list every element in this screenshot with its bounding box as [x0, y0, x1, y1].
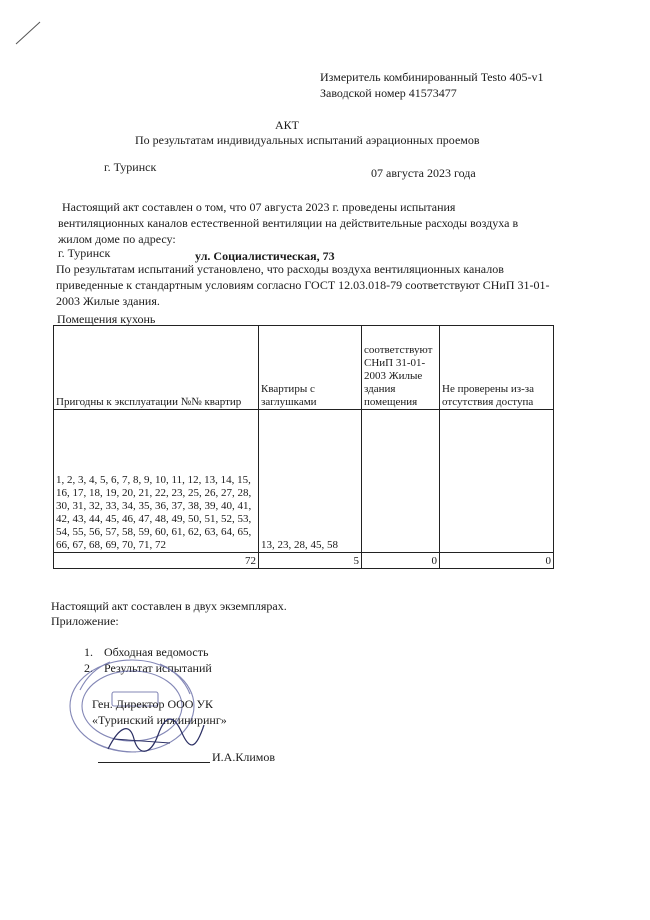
address-street: ул. Социалистическая, 73: [195, 249, 335, 263]
intro-line-1: Настоящий акт составлен о том, что 07 августа 2023 г. проведены испытания: [62, 200, 456, 214]
intro-line-3: жилом доме по адресу:: [58, 232, 176, 246]
address-city: г. Туринск: [58, 246, 111, 260]
table-caption: Помещения кухонь: [57, 312, 156, 326]
plugged-apartments-list: 13, 23, 28, 45, 58: [259, 410, 362, 553]
header-not-checked: Не проверены из-за отсутствия доступа: [440, 326, 554, 410]
signer-title-1: Ген. Директор ООО УК: [92, 697, 213, 711]
fit-apartments-list: 1, 2, 3, 4, 5, 6, 7, 8, 9, 10, 11, 12, 13, 14, 15, 16, 17, 18, 19, 20, 21, 22, 23, 25, 26, 27, 28, 30, 31, 32, 33, 34, 35, 36, 37, 38, 39, 40, 41, 42, 43, 44, 45, 46, 47, 48, 49, 50, 51, 52, 53, 54, 55, 56, 57, 58, 59, 60, 61, 62, 63, 64, 65, 66, 67, 68, 69, 70, 71, 72: [54, 410, 259, 553]
result-line-1: По результатам испытаний установлено, что расходы воздуха вентиляционных каналов: [56, 262, 504, 276]
table-header-row: [54, 326, 554, 410]
copies-note: Настоящий акт составлен в двух экземплярах.: [51, 599, 287, 613]
total-plugged: 5: [259, 553, 362, 569]
header-fit-apartments: Пригодны к эксплуатации №№ квартир: [54, 326, 259, 410]
total-compliant: 0: [362, 553, 440, 569]
compliant-rooms-list: [362, 410, 440, 553]
signer-name: И.А.Климов: [212, 750, 276, 764]
intro-line-2: вентиляционных каналов естественной вентиляции на действительные расходы воздуха в: [58, 216, 519, 230]
device-name: Измеритель комбинированный Testo 405-v1: [320, 70, 544, 84]
total-not-checked: 0: [440, 553, 554, 569]
rooms-table: [53, 325, 554, 569]
header-plugged-apartments: Квартиры с заглушками: [259, 326, 362, 410]
appendix-label: Приложение:: [51, 614, 119, 628]
act-date: 07 августа 2023 года: [371, 166, 476, 180]
signature-line: [98, 762, 210, 763]
signature: [100, 705, 210, 765]
table-row: [54, 410, 554, 553]
city: г. Туринск: [104, 160, 157, 174]
device-serial: Заводской номер 41573477: [320, 86, 457, 100]
not-checked-list: [440, 410, 554, 553]
result-line-3: 2003 Жилые здания.: [56, 294, 160, 308]
act-subtitle: По результатам индивидуальных испытаний аэрационных проемов: [135, 133, 480, 147]
result-line-2: приведенные к стандартным условиям согласно ГОСТ 12.03.018-79 соответствуют СНиП 31-01-: [56, 278, 550, 292]
total-fit: 72: [54, 553, 259, 569]
signer-title-2: «Туринский инжиниринг»: [92, 713, 227, 727]
list-item: 1. Обходная ведомость: [96, 644, 212, 660]
list-item: 2. Результат испытаний: [96, 660, 212, 676]
scan-mark: [14, 18, 44, 48]
table-totals-row: [54, 553, 554, 569]
header-compliant-rooms: соответствуют СНиП 31-01-2003 Жилые здания помещения: [362, 326, 440, 410]
act-title: АКТ: [275, 118, 299, 132]
